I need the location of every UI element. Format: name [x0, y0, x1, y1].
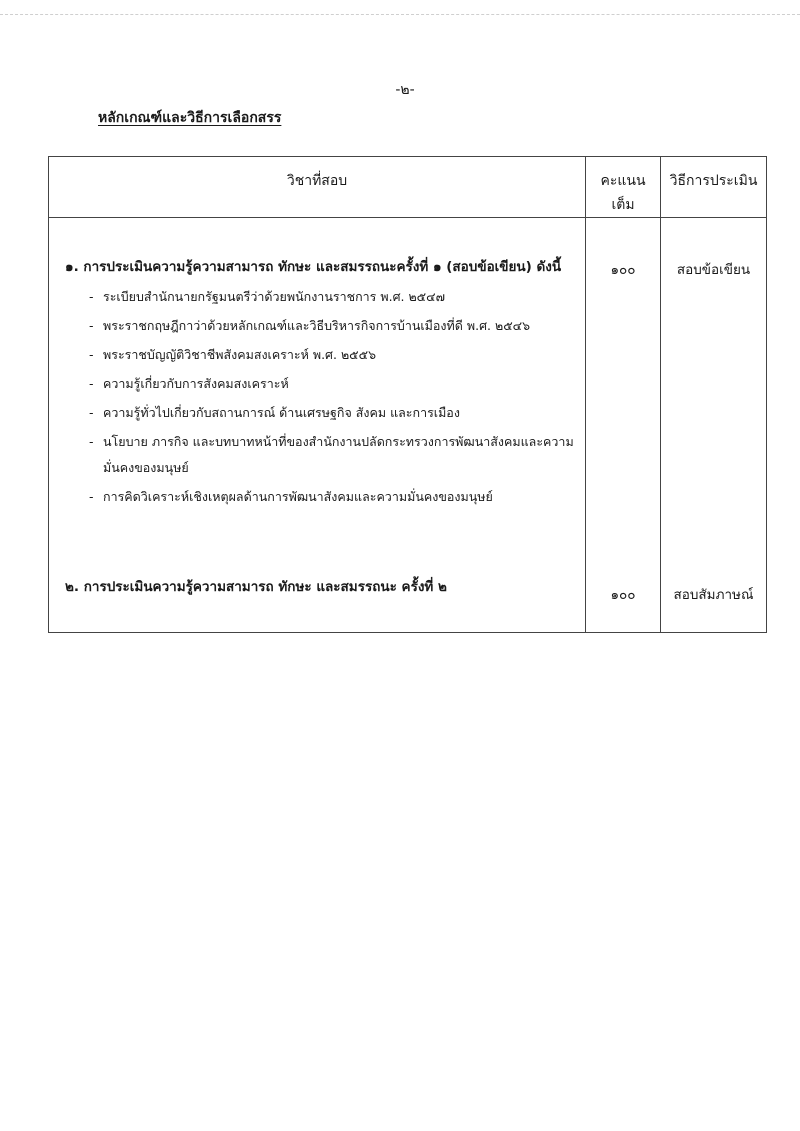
section-title: หลักเกณฑ์และวิธีการเลือกสรร: [98, 110, 282, 126]
list-item: [89, 313, 575, 339]
list-item: [89, 342, 575, 368]
method-cell: [661, 218, 767, 633]
topic-1-method: สอบข้อเขียน: [676, 262, 751, 278]
header-subject-label: วิชาที่สอบ: [286, 173, 348, 189]
bullet-dash: -: [89, 289, 94, 304]
header-subject: [49, 157, 586, 218]
list-item: [89, 484, 575, 510]
bullet-dash: -: [89, 347, 94, 362]
bullet-dash: -: [89, 434, 94, 449]
header-score-label: [586, 157, 660, 217]
bullet-dash: -: [89, 318, 94, 333]
list-item: [89, 371, 575, 397]
bullet-dash: -: [89, 405, 94, 420]
subitem-text: การคิดวิเคราะห์เชิงเหตุผลด้านการพัฒนาสังคมและความมั่นคงของมนุษย์: [103, 489, 493, 504]
page-number: -๒-: [395, 82, 415, 98]
subitem-text: ระเบียบสำนักนายกรัฐมนตรีว่าด้วยพนักงานราชการ พ.ศ. ๒๕๔๗: [103, 289, 446, 304]
subitem-text: ความรู้ทั่วไปเกี่ยวกับสถานการณ์ ด้านเศรษฐกิจ สังคม และการเมือง: [103, 405, 460, 420]
subject-cell: [49, 218, 586, 633]
header-method: [661, 157, 767, 218]
topic-2-score: ๑๐๐: [610, 587, 636, 603]
bullet-dash: -: [89, 489, 94, 504]
topic-2-title: ๒. การประเมินความรู้ความสามารถ ทักษะ และสมรรถนะ ครั้งที่ ๒: [65, 579, 447, 595]
subitem-text: พระราชบัญญัติวิชาชีพสังคมสงเคราะห์ พ.ศ. ๒๕๕๖: [103, 347, 377, 362]
subitem-text: นโยบาย ภารกิจ และบทบาทหน้าที่ของสำนักงานปลัดกระทรวงการพัฒนาสังคมและความมั่นคงของมนุษย์: [103, 434, 574, 475]
list-item: [89, 284, 575, 310]
topic-1-score: ๑๐๐: [610, 262, 636, 278]
exam-criteria-table: [48, 156, 767, 633]
list-item: [89, 429, 575, 481]
list-item: [89, 400, 575, 426]
header-score-line1: คะแนน: [600, 173, 646, 189]
table-header-row: [49, 157, 767, 218]
subitem-text: ความรู้เกี่ยวกับการสังคมสงเคราะห์: [103, 376, 289, 391]
top-border-line: [0, 14, 800, 15]
header-score: [586, 157, 661, 218]
table-row: [49, 218, 767, 633]
header-method-label: วิธีการประเมิน: [669, 173, 758, 189]
score-cell: [586, 218, 661, 633]
bullet-dash: -: [89, 376, 94, 391]
header-score-line2: เต็ม: [611, 197, 635, 213]
subitem-text: พระราชกฤษฎีกาว่าด้วยหลักเกณฑ์และวิธีบริหารกิจการบ้านเมืองที่ดี พ.ศ. ๒๕๔๖: [103, 318, 531, 333]
topic-2-method: สอบสัมภาษณ์: [673, 587, 754, 603]
topic-1-subitems: [65, 284, 575, 510]
topic-1-title: ๑. การประเมินความรู้ความสามารถ ทักษะ และสมรรถนะครั้งที่ ๑ (สอบข้อเขียน) ดังนี้: [65, 259, 562, 275]
